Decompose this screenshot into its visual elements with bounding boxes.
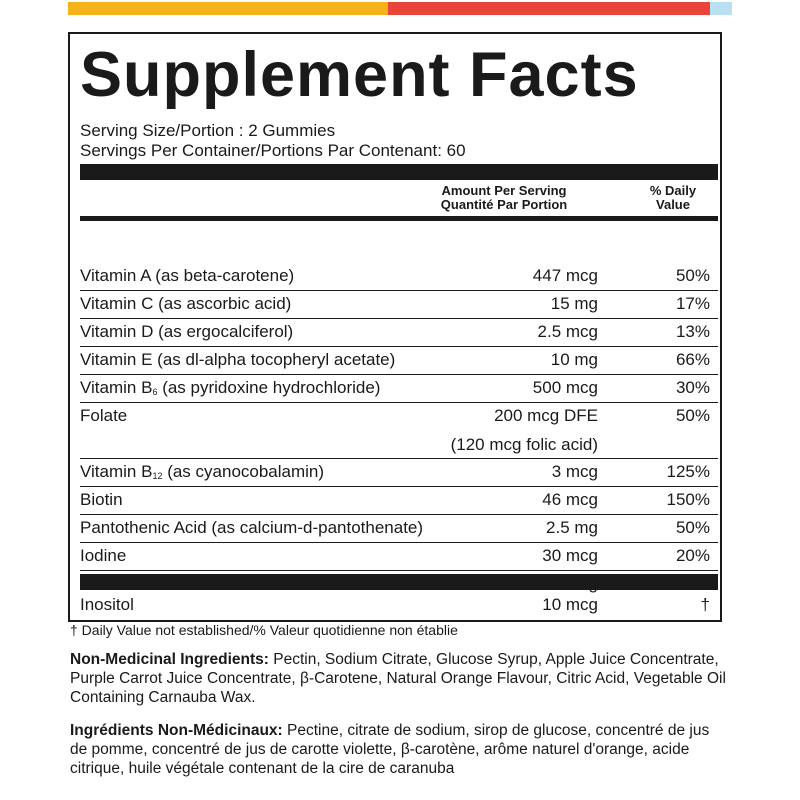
footnote: † Daily Value not established/% Valeur quotidienne non établie (70, 622, 458, 638)
table-row (80, 262, 718, 291)
nutrient-dv: 50% (675, 518, 710, 537)
nutrient-dv: 50% (675, 266, 710, 285)
serving-size: Serving Size/Portion : 2 Gummies (80, 121, 336, 140)
nutrient-name: Pantothenic Acid (as calcium-d-pantothenate) (80, 518, 424, 537)
color-stripes (68, 2, 732, 15)
nutrient-dv: 125% (666, 462, 710, 481)
servings-per-container: Servings Per Container/Portions Par Contenant: 60 (80, 141, 466, 160)
nutrient-dv: † (700, 595, 710, 614)
table-row (80, 290, 718, 319)
table-row (80, 514, 718, 543)
nutrient-amount: 46 mcg (542, 490, 598, 509)
inositol-row (80, 591, 718, 619)
nutrient-amount: 10 mcg (542, 595, 598, 614)
thick-divider-bottom (80, 574, 718, 590)
nutrient-dv: 13% (675, 322, 710, 341)
ingredients-french-text: Pectine, citrate de sodium, sirop de glucose, concentré de jus de pomme, concentré de jus de carotte violette, β-carotène, arôme naturel d'orange, acide citrique, huile végétale contenant de la cire de caranuba (70, 722, 710, 777)
nutrient-name: Vitamin D (as ergocalciferol) (80, 322, 294, 341)
table-row (80, 346, 718, 375)
nutrient-name: Biotin (80, 490, 123, 509)
dv-header-line1: % Daily (649, 183, 697, 198)
thick-divider-top (80, 164, 718, 180)
nutrient-amount: 500 mcg (532, 378, 598, 397)
nutrient-name: Iodine (80, 546, 127, 565)
ingredients-french (70, 721, 730, 778)
amount-header-line2: Quantité Par Portion (440, 197, 568, 212)
ingredients-english (70, 650, 730, 707)
stripe-blue (710, 2, 732, 15)
nutrient-name: Vitamin $B_{12}$ (as cyanocobalamin) (80, 462, 325, 481)
nutrient-amount: 200 mcg DFE (494, 406, 598, 425)
table-row (80, 374, 718, 403)
ingredients-english-text: Pectin, Sodium Citrate, Glucose Syrup, Apple Juice Concentrate, Purple Carrot Juice Concentrate, β-Carotene, Natural Orange Flavour, Citric Acid, Vegetable Oil Containing Carnauba Wax. (70, 651, 726, 706)
supplement-facts-panel (68, 32, 722, 622)
medium-divider (80, 216, 718, 221)
nutrient-amount: 15 mg (550, 294, 598, 313)
table-row (80, 318, 718, 347)
nutrient-amount: 3 mcg (551, 462, 598, 481)
nutrient-name: Vitamin $B_6$ (as pyridoxine hydrochloride) (80, 378, 381, 397)
nutrient-amount: 2.5 mcg (537, 322, 598, 341)
nutrient-amount: 447 mcg (532, 266, 598, 285)
nutrient-dv: 30% (675, 378, 710, 397)
nutrient-amount: 30 mcg (542, 546, 598, 565)
table-row (80, 402, 718, 459)
table-row (80, 486, 718, 515)
ingredients-english-label: Non-Medicinal Ingredients: (70, 651, 269, 668)
nutrient-dv: 66% (675, 350, 710, 369)
nutrient-name: Vitamin C (as ascorbic acid) (80, 294, 292, 313)
stripe-yellow (68, 2, 388, 15)
ingredients-french-label: Ingrédients Non-Médicinaux: (70, 722, 283, 739)
dv-header (628, 184, 718, 212)
nutrient-name: Vitamin E (as dl-alpha tocopheryl acetate) (80, 350, 396, 369)
nutrient-name: Inositol (80, 595, 134, 614)
nutrient-dv: 20% (675, 546, 710, 565)
nutrient-dv: 150% (666, 490, 710, 509)
nutrient-amount: 2.5 mg (546, 518, 598, 537)
amount-header (422, 184, 586, 212)
nutrient-dv: 17% (675, 294, 710, 313)
table-row (80, 542, 718, 571)
table-row (80, 458, 718, 487)
nutrient-amount-detail: (120 mcg folic acid) (450, 435, 598, 454)
stripe-red (388, 2, 710, 15)
nutrient-name: Vitamin A (as beta-carotene) (80, 266, 295, 285)
nutrient-dv: 50% (675, 406, 710, 425)
nutrient-amount: 10 mg (550, 350, 598, 369)
nutrient-name: Folate (80, 406, 128, 425)
panel-title: Supplement Facts (80, 40, 639, 110)
amount-header-line1: Amount Per Serving (441, 183, 567, 198)
dv-header-line2: Value (656, 197, 690, 212)
